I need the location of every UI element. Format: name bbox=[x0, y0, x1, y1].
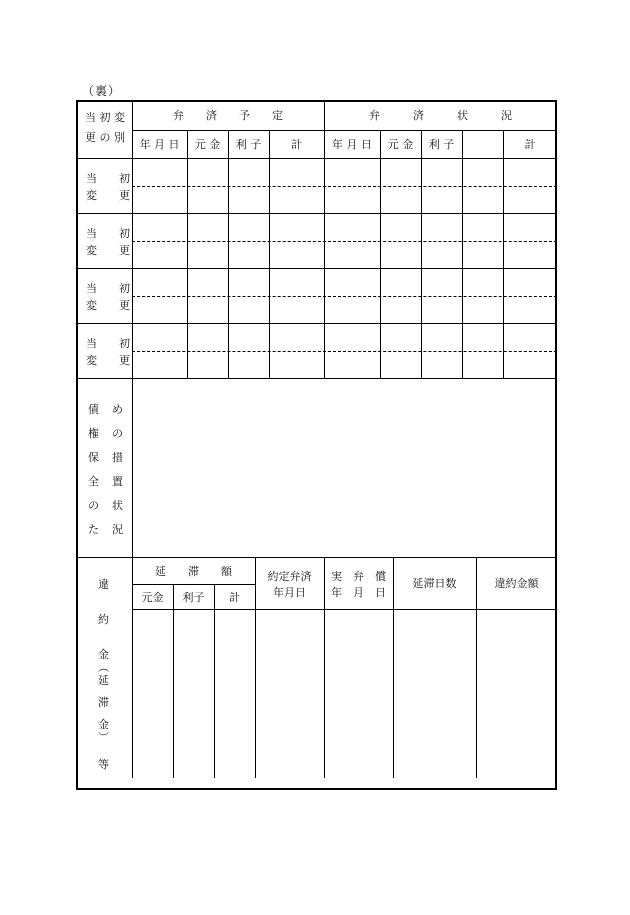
row-dashed-divider bbox=[132, 351, 557, 352]
penalty-char: 約 bbox=[98, 613, 109, 626]
hozen-char: た bbox=[88, 523, 99, 536]
page-label: （裏） bbox=[82, 84, 122, 98]
hozen-char: 全 bbox=[88, 475, 99, 488]
status-col-principal: 元 金 bbox=[387, 138, 414, 151]
row2-label-initial: 当 初 bbox=[86, 227, 130, 240]
plan-col-total: 計 bbox=[291, 138, 302, 151]
penalty-sub-header-line bbox=[132, 584, 255, 585]
label-column-line bbox=[132, 102, 133, 778]
corner-label-line2: 更 の 別 bbox=[85, 131, 125, 144]
row1-label-changed: 変 更 bbox=[86, 189, 130, 202]
yakutei-header-line1: 約定弁済 bbox=[267, 570, 312, 583]
penalty-sub-col-line bbox=[214, 584, 215, 778]
penalty-side-label bbox=[98, 579, 109, 770]
yakutei-header-line2: 年月日 bbox=[273, 586, 306, 599]
entai-col-principal: 元金 bbox=[141, 591, 164, 604]
status-title: 弁 済 状 況 bbox=[369, 109, 512, 122]
hozen-char: 置 bbox=[112, 475, 123, 488]
col-line bbox=[228, 130, 229, 378]
penalty-char: 延 bbox=[98, 674, 109, 687]
row3-label-initial: 当 初 bbox=[86, 282, 130, 295]
row2-label-changed: 変 更 bbox=[86, 244, 130, 257]
plan-col-date: 年 月 日 bbox=[139, 138, 180, 151]
hozen-char: の bbox=[88, 499, 99, 512]
hozen-label-right bbox=[112, 404, 123, 535]
penalty-char: 違 bbox=[98, 578, 109, 591]
penalty-char: ︶ bbox=[98, 731, 109, 744]
entai-gaku-header: 延 滞 額 bbox=[155, 565, 232, 578]
row-dashed-divider bbox=[132, 241, 557, 242]
header-bottom-line bbox=[78, 158, 557, 159]
status-col-total: 計 bbox=[524, 138, 536, 151]
hozen-char: 状 bbox=[112, 499, 123, 512]
jitsu-header-line2: 年 月 日 bbox=[331, 586, 386, 599]
row-line bbox=[78, 323, 557, 324]
row4-label-initial: 当 初 bbox=[86, 337, 130, 350]
penalty-sub-col-line bbox=[173, 584, 174, 778]
hozen-char: 債 bbox=[88, 403, 99, 416]
hozen-char: 保 bbox=[88, 451, 99, 464]
hozen-char: 措 bbox=[112, 451, 123, 464]
col-line bbox=[269, 130, 270, 378]
penalty-header-bottom-line bbox=[132, 609, 557, 610]
status-col-interest: 利 子 bbox=[428, 138, 455, 151]
jitsu-header-line1: 実 弁 償 bbox=[331, 570, 386, 583]
form-frame bbox=[76, 100, 557, 790]
penalty-char: 金 bbox=[98, 718, 109, 731]
status-col-date: 年 月 日 bbox=[332, 138, 372, 151]
row-line bbox=[78, 378, 557, 379]
iyaku-kingaku-header: 違約金額 bbox=[494, 577, 539, 590]
row-dashed-divider bbox=[132, 186, 557, 187]
row4-label-changed: 変 更 bbox=[86, 354, 130, 367]
entai-col-interest: 利子 bbox=[182, 591, 205, 604]
corner-label-line1: 当 初 変 bbox=[85, 111, 125, 124]
col-line bbox=[462, 130, 463, 378]
row-line bbox=[78, 213, 557, 214]
plan-col-interest: 利 子 bbox=[235, 138, 262, 151]
hozen-label-left bbox=[88, 404, 99, 535]
header-sub-line bbox=[132, 130, 557, 131]
col-line bbox=[503, 130, 504, 378]
row-dashed-divider bbox=[132, 296, 557, 297]
penalty-char: ︵ bbox=[98, 661, 109, 674]
entai-nissu-header: 延滞日数 bbox=[412, 577, 457, 590]
row1-label-initial: 当 初 bbox=[86, 172, 130, 185]
row3-label-changed: 変 更 bbox=[86, 299, 130, 312]
penalty-col-line bbox=[393, 557, 394, 778]
hozen-char: 況 bbox=[112, 523, 123, 536]
penalty-col-line bbox=[476, 557, 477, 778]
hozen-char: め bbox=[112, 403, 123, 416]
col-line bbox=[380, 130, 381, 378]
col-line bbox=[187, 130, 188, 378]
plan-title: 弁 済 予 定 bbox=[173, 109, 283, 122]
hozen-char: 権 bbox=[88, 427, 99, 440]
penalty-char: 滞 bbox=[98, 696, 109, 709]
col-line bbox=[421, 130, 422, 378]
hozen-char: の bbox=[112, 427, 123, 440]
penalty-char: 等 bbox=[98, 758, 109, 771]
row-line bbox=[78, 268, 557, 269]
plan-col-principal: 元 金 bbox=[194, 138, 221, 151]
penalty-char: 金 bbox=[98, 648, 109, 661]
entai-col-total: 計 bbox=[229, 591, 240, 604]
hozen-bottom-line bbox=[78, 557, 557, 558]
